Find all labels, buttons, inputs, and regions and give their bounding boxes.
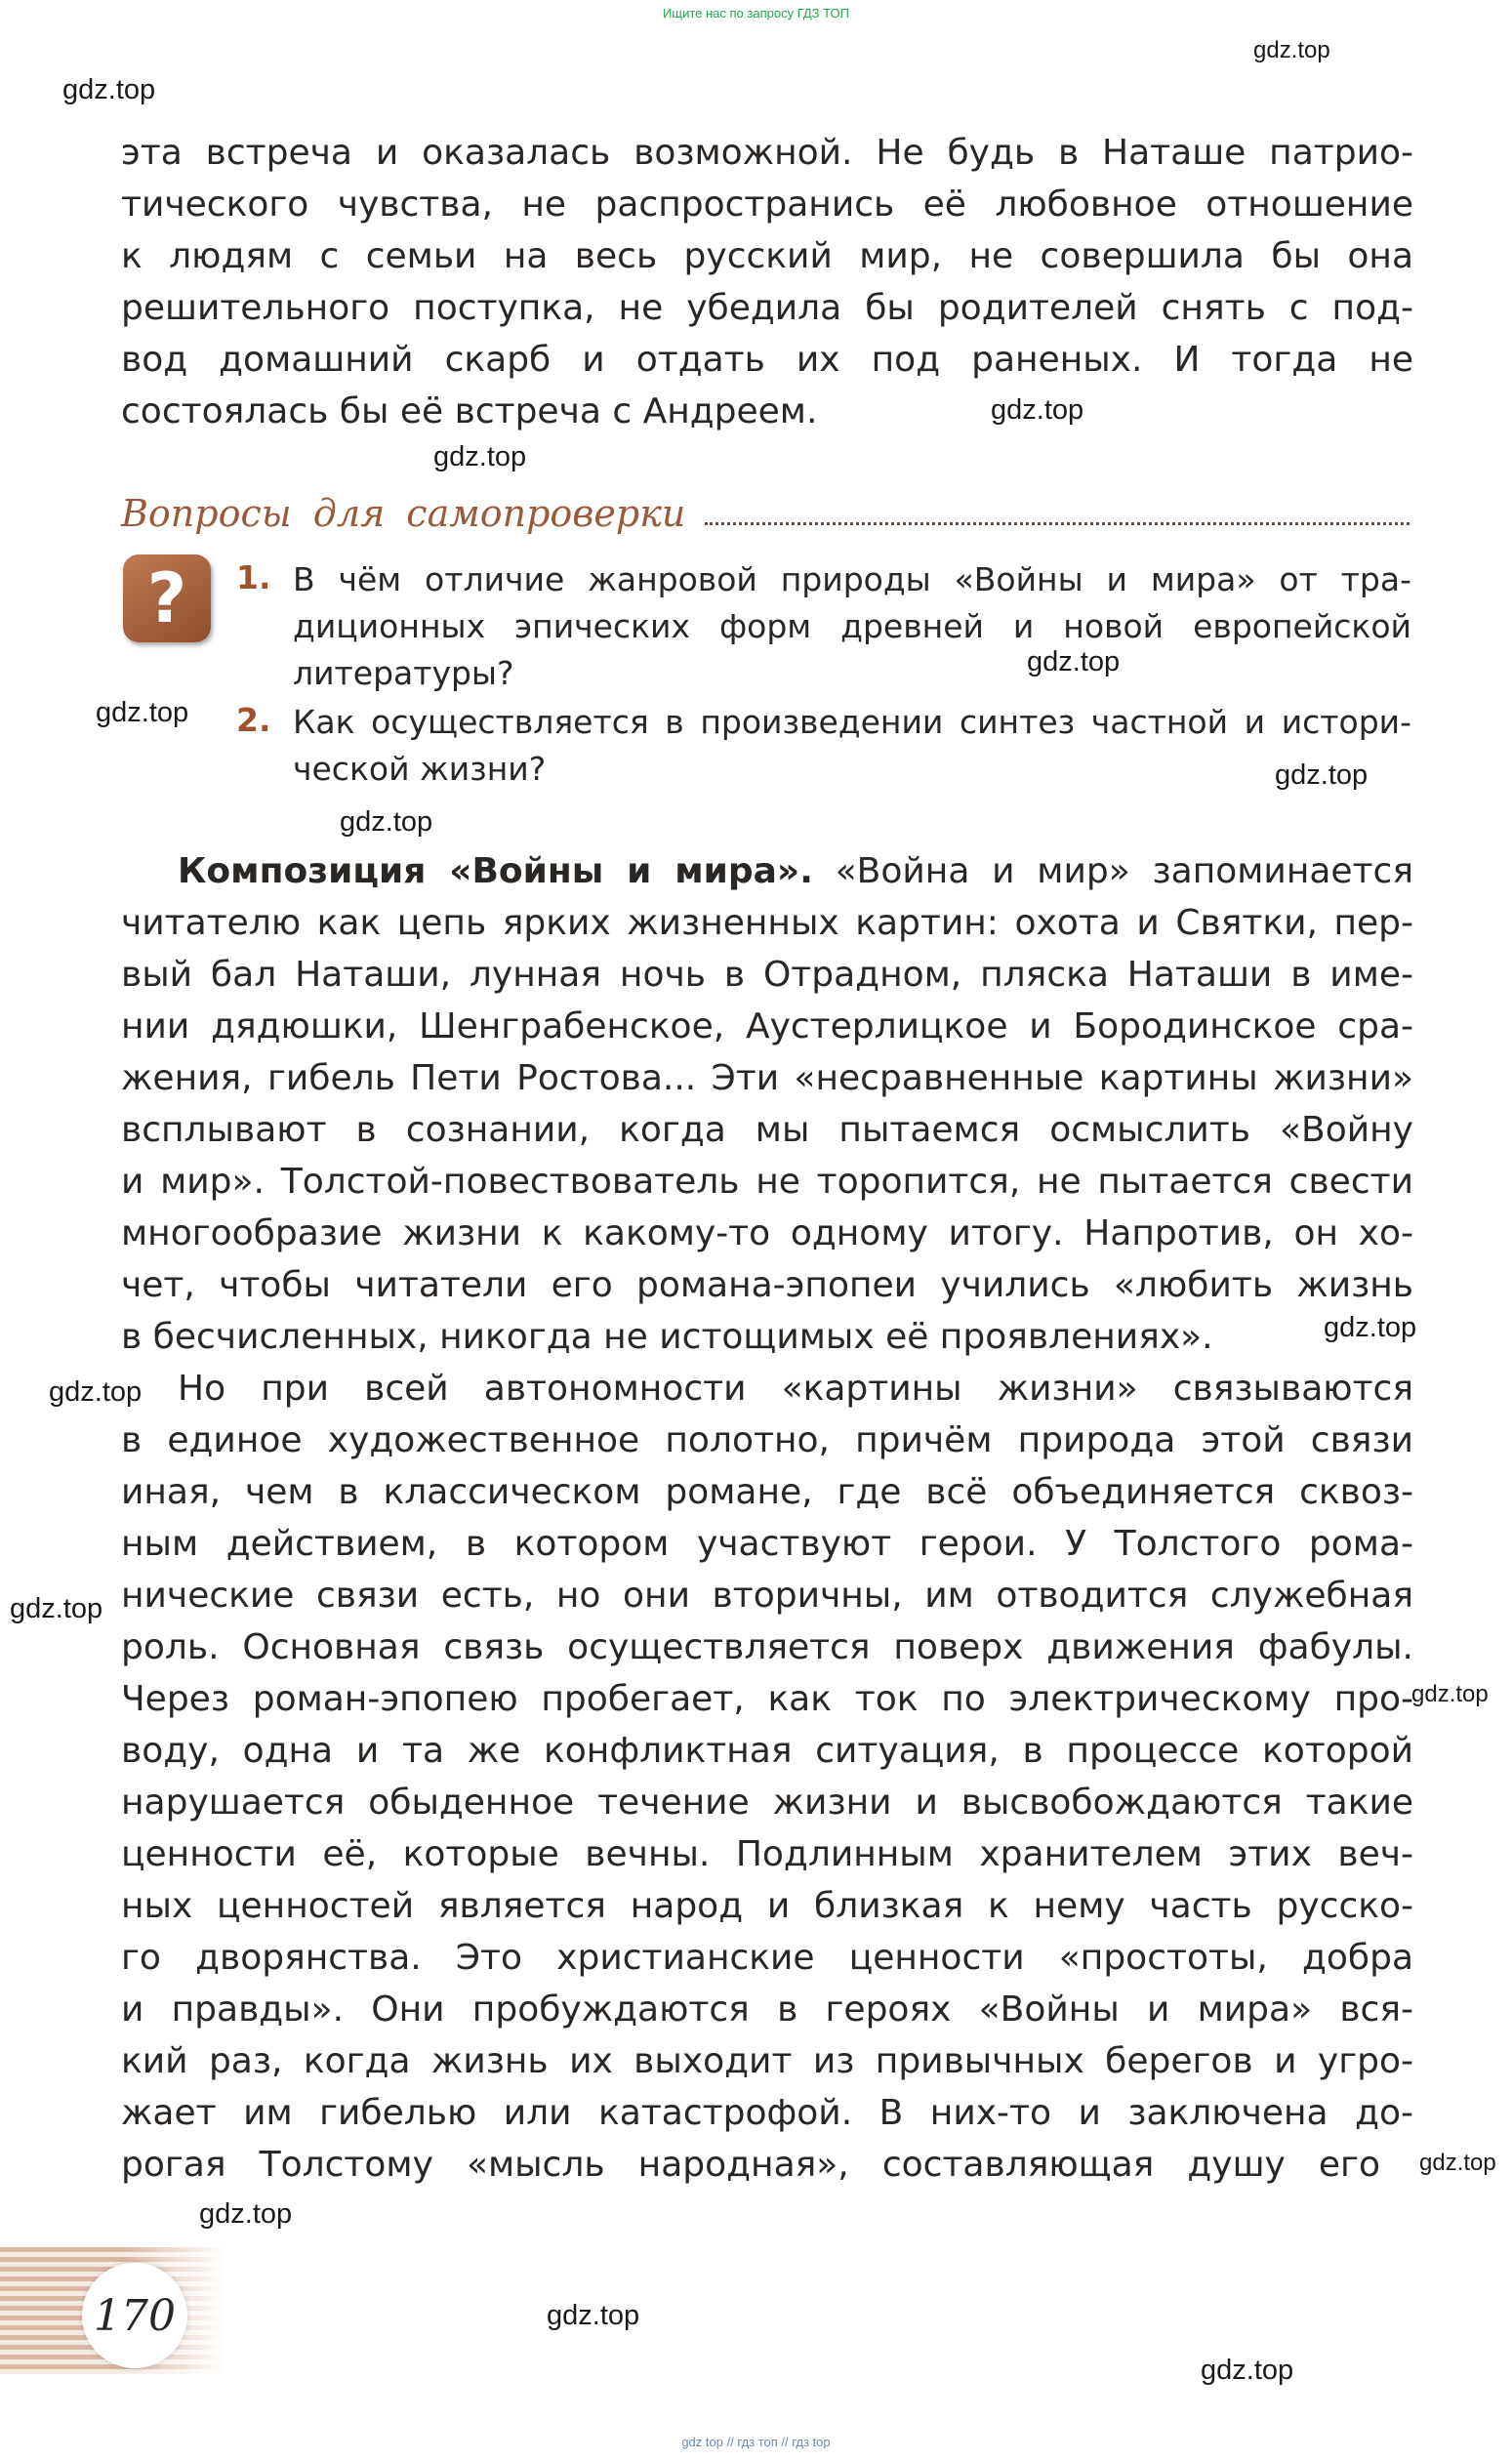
text-line: тического чувства, не распространись её любовное отношение [121, 185, 1413, 225]
page-number-badge [82, 2263, 187, 2368]
page-number: 170 [94, 2290, 176, 2341]
heading-continuation: «Война и мир» запоминается [835, 851, 1413, 891]
text-line: го дворянства. Это христианские ценности «простоты, добра [121, 1938, 1413, 1978]
text-line: состоялась бы её встреча с Андреем. [121, 391, 818, 431]
section-heading [121, 486, 1410, 535]
text-line: ным действием, в котором участвуют герои. У Толстого рома- [121, 1524, 1413, 1564]
watermark: gdz.top [340, 806, 433, 838]
text-line: Через роман-эпопею пробегает, как ток по электрическому про- [121, 1679, 1413, 1719]
watermark: gdz.top [1411, 1681, 1489, 1707]
watermark: gdz.top [199, 2198, 293, 2230]
text-line: воду, одна и та же конфликтная ситуация, в процессе которой [121, 1731, 1413, 1771]
watermark: gdz.top [1275, 759, 1369, 791]
watermark: gdz.top [96, 697, 189, 728]
text-line: вый бал Наташи, лунная ночь в Отрадном, пляска Наташи в име- [121, 955, 1413, 995]
watermark: gdz.top [49, 1376, 143, 1408]
question-text-line: литературы? [293, 654, 514, 692]
question-text-line: В чём отличие жанровой природы «Войны и мира» от тра- [293, 560, 1411, 598]
watermark: gdz.top [547, 2300, 640, 2331]
question-number: 2. [236, 701, 271, 739]
section-title: Вопросы для самопроверки [121, 492, 686, 535]
text-line: и мир». Толстой-повествователь не торопится, не пытается свести [121, 1162, 1413, 1202]
question-text-line: ческой жизни? [293, 750, 547, 788]
question-number: 1. [236, 558, 271, 596]
watermark: gdz.top [1201, 2355, 1294, 2386]
text-line: нарушается обыденное течение жизни и высвобождаются такие [121, 1783, 1413, 1823]
text-line: чет, чтобы читатели его романа-эпопеи учились «любить жизнь [121, 1265, 1413, 1305]
text-line: всплывают в сознании, когда мы пытаемся осмыслить «Войну [121, 1110, 1413, 1150]
watermark: gdz.top [1027, 646, 1121, 677]
dotted-leader [705, 522, 1410, 525]
text-line: многообразие жизни к какому-то одному итогу. Напротив, он хо- [121, 1213, 1413, 1253]
text-line: к людям с семьи на весь русский мир, не совершила бы она [121, 236, 1413, 276]
text-line: роль. Основная связь осуществляется поверх движения фабулы. [121, 1627, 1413, 1667]
question-text-line: Как осуществляется в произведении синтез частной и истори- [293, 703, 1411, 741]
text-line: и правды». Они пробуждаются в героях «Войны и мира» вся- [121, 1989, 1413, 2030]
text-line: в бесчисленных, никогда не истощимых её проявлениях». [121, 1317, 1213, 1357]
text-line: читателю как цепь ярких жизненных картин: охота и Святки, пер- [121, 903, 1413, 943]
question-text-line: диционных эпических форм древней и новой европейской [293, 607, 1411, 645]
text-line: эта встреча и оказалась возможной. Не будь в Наташе патрио- [121, 133, 1413, 173]
watermark: gdz.top [433, 441, 527, 472]
text-line: в единое художественное полотно, причём природа этой связи [121, 1420, 1413, 1460]
question-mark-icon: ? [123, 554, 211, 642]
top-banner: Ищите нас по запросу ГДЗ ТОП [663, 6, 849, 21]
watermark: gdz.top [1253, 37, 1330, 63]
subsection-heading: Композиция «Войны и мира». [178, 851, 813, 891]
watermark: gdz.top [991, 394, 1084, 426]
watermark: gdz.top [10, 1593, 103, 1624]
text-line: Но при всей автономности «картины жизни» связываются [178, 1369, 1413, 1409]
text-line: ценности её, которые вечны. Подлинным хранителем этих веч- [121, 1834, 1413, 1874]
text-line: иная, чем в классическом романе, где всё объединяется сквоз- [121, 1472, 1413, 1512]
text-line: вод домашний скарб и отдать их под раненых. И тогда не [121, 340, 1413, 380]
text-line: решительного поступка, не убедила бы родителей снять с под- [121, 288, 1413, 328]
footer-note: gdz top // гдз топ // гдз top [681, 2435, 831, 2449]
text-line: жения, гибель Пети Ростова... Эти «несравненные картины жизни» [121, 1058, 1413, 1098]
text-line: кий раз, когда жизнь их выходит из привычных берегов и угро- [121, 2041, 1413, 2081]
text-line: нические связи есть, но они вторичны, им отводится служебная [121, 1576, 1413, 1616]
text-line: нии дядюшки, Шенграбенское, Аустерлицкое и Бородинское сра- [121, 1006, 1413, 1046]
watermark: gdz.top [1419, 2150, 1496, 2176]
watermark: gdz.top [62, 74, 156, 105]
text-line: рогая Толстому «мысль народная», составляющая душу его [121, 2145, 1380, 2185]
text-line: ных ценностей является народ и близкая к нему часть русско- [121, 1886, 1413, 1926]
text-line: жает им гибелью или катастрофой. В них-то и заключена до- [121, 2093, 1413, 2133]
watermark: gdz.top [1324, 1312, 1417, 1343]
text-line [178, 845, 1413, 897]
